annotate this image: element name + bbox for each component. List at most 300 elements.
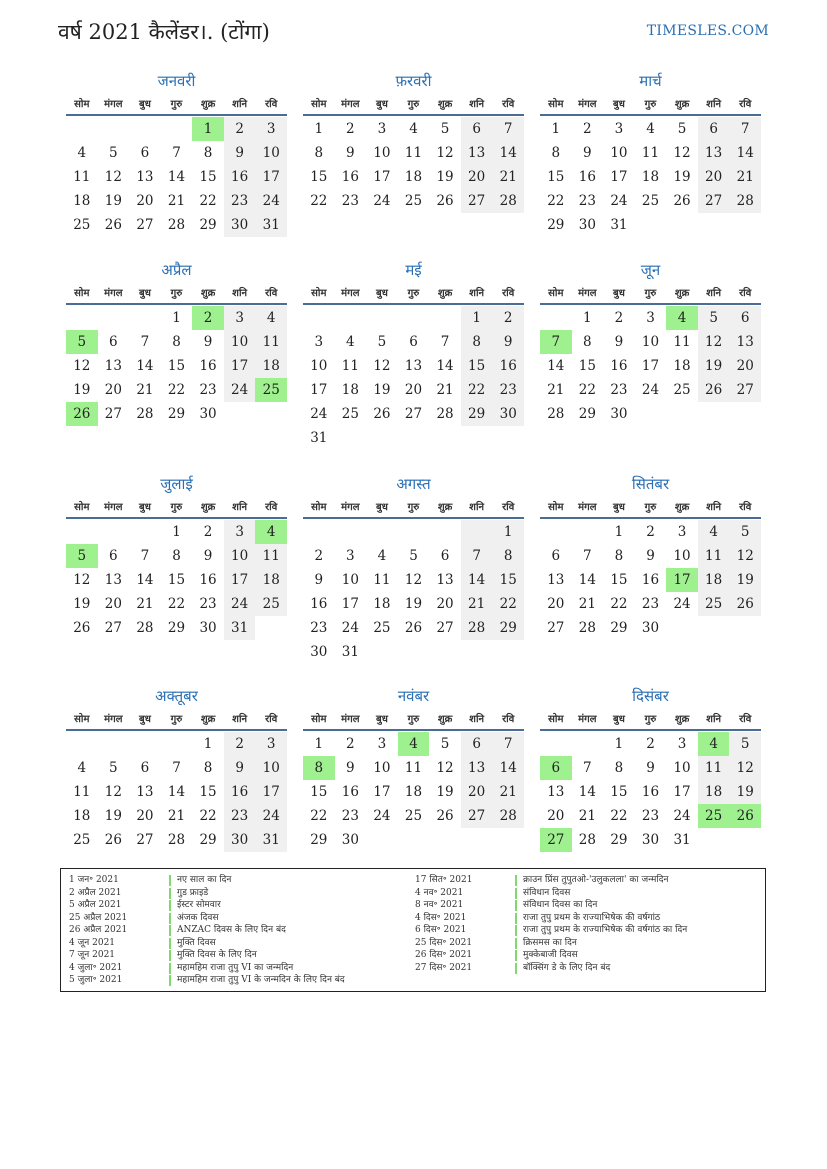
holiday-day-cell[interactable]: 26 [66, 402, 98, 426]
day-cell[interactable]: 24 [224, 592, 256, 616]
day-cell[interactable]: 14 [492, 756, 524, 780]
day-cell[interactable]: 11 [255, 330, 287, 354]
day-cell[interactable]: 3 [346, 548, 355, 564]
day-cell[interactable]: 23 [224, 189, 256, 213]
day-cell[interactable]: 6 [440, 548, 450, 564]
day-cell[interactable]: 18 [698, 780, 730, 804]
day-cell[interactable]: 5 [109, 145, 118, 161]
day-cell[interactable]: 1 [461, 306, 493, 330]
day-cell[interactable]: 30 [578, 217, 596, 233]
day-cell[interactable]: 12 [673, 145, 691, 161]
day-cell[interactable]: 23 [610, 382, 628, 398]
day-cell[interactable]: 5 [377, 334, 387, 350]
day-cell[interactable]: 29 [578, 406, 596, 422]
day-cell[interactable]: 5 [409, 548, 418, 564]
day-cell[interactable]: 18 [255, 354, 287, 378]
day-cell[interactable]: 30 [224, 828, 256, 852]
day-cell[interactable]: 18 [255, 568, 287, 592]
day-cell[interactable]: 6 [461, 117, 493, 141]
day-cell[interactable]: 18 [73, 193, 91, 209]
day-cell[interactable]: 7 [583, 760, 592, 776]
holiday-day-cell[interactable]: 17 [666, 568, 698, 592]
day-cell[interactable]: 30 [610, 406, 628, 422]
day-cell[interactable]: 12 [104, 784, 122, 800]
day-cell[interactable]: 31 [255, 828, 287, 852]
day-cell[interactable]: 2 [492, 306, 524, 330]
day-cell[interactable]: 23 [341, 808, 359, 824]
day-cell[interactable]: 15 [547, 169, 565, 185]
day-cell[interactable]: 28 [461, 616, 493, 640]
holiday-day-cell[interactable]: 6 [540, 756, 572, 780]
day-cell[interactable]: 5 [729, 520, 761, 544]
day-cell[interactable]: 27 [729, 378, 761, 402]
day-cell[interactable]: 10 [224, 544, 256, 568]
day-cell[interactable]: 29 [610, 832, 628, 848]
day-cell[interactable]: 22 [310, 808, 328, 824]
day-cell[interactable]: 28 [547, 406, 565, 422]
day-cell[interactable]: 6 [729, 306, 761, 330]
day-cell[interactable]: 3 [377, 121, 387, 137]
day-cell[interactable]: 16 [341, 169, 359, 185]
day-cell[interactable]: 22 [199, 808, 217, 824]
day-cell[interactable]: 12 [436, 145, 454, 161]
day-cell[interactable]: 29 [167, 620, 186, 636]
day-cell[interactable]: 17 [373, 169, 391, 185]
day-cell[interactable]: 17 [310, 382, 328, 398]
day-cell[interactable]: 21 [167, 808, 186, 824]
day-cell[interactable]: 7 [461, 544, 493, 568]
day-cell[interactable]: 13 [104, 358, 122, 374]
day-cell[interactable]: 8 [203, 760, 213, 776]
day-cell[interactable]: 19 [436, 169, 454, 185]
day-cell[interactable]: 10 [373, 145, 391, 161]
day-cell[interactable]: 24 [341, 620, 359, 636]
day-cell[interactable]: 16 [578, 169, 596, 185]
day-cell[interactable]: 26 [404, 620, 423, 636]
day-cell[interactable]: 20 [461, 780, 493, 804]
day-cell[interactable]: 10 [373, 760, 391, 776]
day-cell[interactable]: 23 [492, 378, 524, 402]
day-cell[interactable]: 4 [77, 760, 87, 776]
day-cell[interactable]: 17 [224, 568, 256, 592]
day-cell[interactable]: 24 [673, 596, 691, 612]
day-cell[interactable]: 9 [224, 756, 256, 780]
day-cell[interactable]: 2 [346, 121, 355, 137]
day-cell[interactable]: 2 [346, 736, 355, 752]
day-cell[interactable]: 29 [610, 620, 628, 636]
day-cell[interactable]: 10 [673, 548, 691, 564]
day-cell[interactable]: 9 [224, 141, 256, 165]
day-cell[interactable]: 26 [104, 217, 122, 233]
day-cell[interactable]: 23 [310, 620, 328, 636]
day-cell[interactable]: 8 [551, 145, 561, 161]
day-cell[interactable]: 26 [436, 808, 454, 824]
day-cell[interactable]: 6 [140, 760, 150, 776]
day-cell[interactable]: 28 [729, 189, 761, 213]
day-cell[interactable]: 16 [641, 572, 660, 588]
day-cell[interactable]: 15 [610, 784, 628, 800]
day-cell[interactable]: 2 [583, 121, 592, 137]
day-cell[interactable]: 8 [614, 548, 624, 564]
day-cell[interactable]: 4 [77, 145, 87, 161]
day-cell[interactable]: 19 [104, 193, 122, 209]
day-cell[interactable]: 27 [461, 189, 493, 213]
day-cell[interactable]: 18 [698, 568, 730, 592]
day-cell[interactable]: 20 [136, 808, 154, 824]
day-cell[interactable]: 7 [492, 732, 524, 756]
day-cell[interactable]: 24 [373, 808, 391, 824]
day-cell[interactable]: 28 [136, 406, 154, 422]
day-cell[interactable]: 24 [255, 804, 287, 828]
day-cell[interactable]: 24 [373, 193, 391, 209]
day-cell[interactable]: 24 [255, 189, 287, 213]
day-cell[interactable]: 11 [373, 572, 391, 588]
day-cell[interactable]: 24 [673, 808, 691, 824]
day-cell[interactable]: 21 [492, 780, 524, 804]
day-cell[interactable]: 17 [373, 784, 391, 800]
day-cell[interactable]: 11 [698, 756, 730, 780]
day-cell[interactable]: 29 [547, 217, 565, 233]
day-cell[interactable]: 12 [104, 169, 122, 185]
day-cell[interactable]: 1 [614, 524, 624, 540]
day-cell[interactable]: 18 [404, 784, 423, 800]
day-cell[interactable]: 28 [167, 832, 186, 848]
day-cell[interactable]: 27 [547, 620, 565, 636]
day-cell[interactable]: 1 [172, 524, 181, 540]
holiday-day-cell[interactable]: 7 [540, 330, 572, 354]
day-cell[interactable]: 25 [673, 382, 691, 398]
day-cell[interactable]: 9 [583, 145, 592, 161]
day-cell[interactable]: 1 [614, 736, 624, 752]
day-cell[interactable]: 9 [346, 145, 355, 161]
day-cell[interactable]: 23 [224, 804, 256, 828]
day-cell[interactable]: 8 [203, 145, 213, 161]
day-cell[interactable]: 20 [461, 165, 493, 189]
day-cell[interactable]: 13 [104, 572, 122, 588]
day-cell[interactable]: 11 [73, 784, 91, 800]
day-cell[interactable]: 8 [583, 334, 592, 350]
day-cell[interactable]: 15 [461, 354, 493, 378]
day-cell[interactable]: 14 [578, 572, 596, 588]
day-cell[interactable]: 24 [641, 382, 660, 398]
day-cell[interactable]: 9 [203, 548, 213, 564]
day-cell[interactable]: 2 [203, 524, 213, 540]
day-cell[interactable]: 30 [492, 402, 524, 426]
day-cell[interactable]: 26 [73, 620, 91, 636]
day-cell[interactable]: 21 [436, 382, 454, 398]
day-cell[interactable]: 16 [341, 784, 359, 800]
holiday-day-cell[interactable]: 26 [729, 804, 761, 828]
day-cell[interactable]: 2 [646, 524, 655, 540]
day-cell[interactable]: 8 [172, 334, 181, 350]
day-cell[interactable]: 20 [547, 596, 565, 612]
day-cell[interactable]: 26 [698, 378, 730, 402]
day-cell[interactable]: 3 [377, 736, 387, 752]
day-cell[interactable]: 9 [492, 330, 524, 354]
day-cell[interactable]: 31 [341, 644, 359, 660]
holiday-day-cell[interactable]: 5 [66, 330, 98, 354]
day-cell[interactable]: 15 [199, 784, 217, 800]
day-cell[interactable]: 10 [610, 145, 628, 161]
holiday-day-cell[interactable]: 1 [192, 117, 224, 141]
day-cell[interactable]: 26 [729, 592, 761, 616]
day-cell[interactable]: 28 [492, 189, 524, 213]
day-cell[interactable]: 24 [224, 378, 256, 402]
day-cell[interactable]: 21 [136, 596, 154, 612]
day-cell[interactable]: 14 [547, 358, 565, 374]
day-cell[interactable]: 25 [255, 592, 287, 616]
day-cell[interactable]: 23 [578, 193, 596, 209]
day-cell[interactable]: 20 [698, 165, 730, 189]
day-cell[interactable]: 7 [492, 117, 524, 141]
holiday-day-cell[interactable]: 25 [698, 804, 730, 828]
day-cell[interactable]: 21 [461, 592, 493, 616]
day-cell[interactable]: 15 [610, 572, 628, 588]
day-cell[interactable]: 18 [673, 358, 691, 374]
day-cell[interactable]: 23 [641, 596, 660, 612]
day-cell[interactable]: 25 [73, 217, 91, 233]
day-cell[interactable]: 11 [404, 145, 423, 161]
day-cell[interactable]: 19 [73, 596, 91, 612]
day-cell[interactable]: 15 [310, 784, 328, 800]
day-cell[interactable]: 30 [310, 644, 328, 660]
day-cell[interactable]: 25 [73, 832, 91, 848]
day-cell[interactable]: 1 [203, 736, 213, 752]
day-cell[interactable]: 22 [461, 378, 493, 402]
day-cell[interactable]: 7 [140, 548, 150, 564]
day-cell[interactable]: 26 [436, 193, 454, 209]
day-cell[interactable]: 7 [583, 548, 592, 564]
day-cell[interactable]: 17 [255, 780, 287, 804]
day-cell[interactable]: 27 [104, 620, 122, 636]
day-cell[interactable]: 6 [698, 117, 730, 141]
day-cell[interactable]: 12 [698, 330, 730, 354]
day-cell[interactable]: 24 [610, 193, 628, 209]
day-cell[interactable]: 26 [373, 406, 391, 422]
day-cell[interactable]: 13 [404, 358, 423, 374]
day-cell[interactable]: 11 [641, 145, 660, 161]
day-cell[interactable]: 24 [310, 406, 328, 422]
day-cell[interactable]: 12 [73, 358, 91, 374]
day-cell[interactable]: 20 [729, 354, 761, 378]
day-cell[interactable]: 27 [104, 406, 122, 422]
day-cell[interactable]: 3 [677, 524, 687, 540]
day-cell[interactable]: 28 [167, 217, 186, 233]
day-cell[interactable]: 9 [646, 548, 655, 564]
day-cell[interactable]: 15 [199, 169, 217, 185]
day-cell[interactable]: 20 [547, 808, 565, 824]
day-cell[interactable]: 30 [641, 620, 660, 636]
day-cell[interactable]: 3 [224, 306, 256, 330]
day-cell[interactable]: 8 [172, 548, 181, 564]
day-cell[interactable]: 13 [461, 141, 493, 165]
day-cell[interactable]: 14 [136, 572, 154, 588]
day-cell[interactable]: 9 [203, 334, 213, 350]
day-cell[interactable]: 14 [167, 169, 186, 185]
holiday-day-cell[interactable]: 25 [255, 378, 287, 402]
day-cell[interactable]: 17 [673, 784, 691, 800]
day-cell[interactable]: 9 [614, 334, 624, 350]
day-cell[interactable]: 17 [641, 358, 660, 374]
day-cell[interactable]: 22 [167, 596, 186, 612]
day-cell[interactable]: 6 [109, 548, 118, 564]
day-cell[interactable]: 3 [224, 520, 256, 544]
day-cell[interactable]: 13 [547, 572, 565, 588]
day-cell[interactable]: 16 [199, 358, 217, 374]
day-cell[interactable]: 10 [255, 756, 287, 780]
day-cell[interactable]: 23 [641, 808, 660, 824]
day-cell[interactable]: 8 [492, 544, 524, 568]
day-cell[interactable]: 27 [436, 620, 454, 636]
day-cell[interactable]: 3 [614, 121, 624, 137]
day-cell[interactable]: 19 [698, 354, 730, 378]
day-cell[interactable]: 14 [729, 141, 761, 165]
day-cell[interactable]: 15 [578, 358, 596, 374]
day-cell[interactable]: 16 [310, 596, 328, 612]
day-cell[interactable]: 26 [104, 832, 122, 848]
day-cell[interactable]: 21 [578, 596, 596, 612]
day-cell[interactable]: 10 [224, 330, 256, 354]
day-cell[interactable]: 12 [436, 760, 454, 776]
day-cell[interactable]: 13 [136, 784, 154, 800]
day-cell[interactable]: 30 [224, 213, 256, 237]
holiday-day-cell[interactable]: 8 [303, 756, 335, 780]
day-cell[interactable]: 21 [729, 165, 761, 189]
day-cell[interactable]: 16 [610, 358, 628, 374]
holiday-day-cell[interactable]: 2 [192, 306, 224, 330]
day-cell[interactable]: 27 [136, 832, 154, 848]
day-cell[interactable]: 21 [578, 808, 596, 824]
day-cell[interactable]: 14 [578, 784, 596, 800]
day-cell[interactable]: 20 [136, 193, 154, 209]
day-cell[interactable]: 4 [409, 121, 418, 137]
day-cell[interactable]: 1 [492, 520, 524, 544]
day-cell[interactable]: 31 [255, 213, 287, 237]
day-cell[interactable]: 30 [641, 832, 660, 848]
day-cell[interactable]: 29 [199, 217, 217, 233]
day-cell[interactable]: 11 [673, 334, 691, 350]
day-cell[interactable]: 11 [404, 760, 423, 776]
day-cell[interactable]: 10 [673, 760, 691, 776]
day-cell[interactable]: 29 [199, 832, 217, 848]
day-cell[interactable]: 3 [314, 334, 324, 350]
day-cell[interactable]: 27 [136, 217, 154, 233]
day-cell[interactable]: 27 [461, 804, 493, 828]
day-cell[interactable]: 5 [729, 732, 761, 756]
day-cell[interactable]: 7 [172, 760, 181, 776]
day-cell[interactable]: 10 [641, 334, 660, 350]
day-cell[interactable]: 29 [167, 406, 186, 422]
day-cell[interactable]: 7 [729, 117, 761, 141]
day-cell[interactable]: 20 [104, 382, 122, 398]
day-cell[interactable]: 14 [436, 358, 454, 374]
day-cell[interactable]: 28 [578, 832, 596, 848]
day-cell[interactable]: 13 [729, 330, 761, 354]
day-cell[interactable]: 19 [729, 780, 761, 804]
day-cell[interactable]: 7 [140, 334, 150, 350]
day-cell[interactable]: 30 [199, 620, 217, 636]
day-cell[interactable]: 20 [104, 596, 122, 612]
day-cell[interactable]: 25 [404, 193, 423, 209]
day-cell[interactable]: 8 [314, 145, 324, 161]
day-cell[interactable]: 3 [677, 736, 687, 752]
day-cell[interactable]: 17 [255, 165, 287, 189]
day-cell[interactable]: 21 [547, 382, 565, 398]
holiday-day-cell[interactable]: 4 [398, 732, 430, 756]
day-cell[interactable]: 15 [310, 169, 328, 185]
day-cell[interactable]: 16 [641, 784, 660, 800]
day-cell[interactable]: 13 [698, 141, 730, 165]
day-cell[interactable]: 19 [373, 382, 391, 398]
holiday-day-cell[interactable]: 4 [255, 520, 287, 544]
day-cell[interactable]: 27 [698, 189, 730, 213]
day-cell[interactable]: 30 [199, 406, 217, 422]
day-cell[interactable]: 13 [461, 756, 493, 780]
day-cell[interactable]: 14 [492, 141, 524, 165]
day-cell[interactable]: 19 [436, 784, 454, 800]
day-cell[interactable]: 17 [341, 596, 359, 612]
day-cell[interactable]: 23 [199, 596, 217, 612]
day-cell[interactable]: 15 [167, 572, 186, 588]
day-cell[interactable]: 12 [729, 756, 761, 780]
day-cell[interactable]: 8 [614, 760, 624, 776]
day-cell[interactable]: 4 [346, 334, 355, 350]
day-cell[interactable]: 5 [440, 121, 450, 137]
day-cell[interactable]: 18 [404, 169, 423, 185]
day-cell[interactable]: 25 [404, 808, 423, 824]
day-cell[interactable]: 6 [140, 145, 150, 161]
day-cell[interactable]: 14 [167, 784, 186, 800]
day-cell[interactable]: 30 [341, 832, 359, 848]
day-cell[interactable]: 25 [373, 620, 391, 636]
day-cell[interactable]: 28 [492, 804, 524, 828]
day-cell[interactable]: 20 [436, 596, 454, 612]
day-cell[interactable]: 6 [461, 732, 493, 756]
day-cell[interactable]: 11 [341, 358, 359, 374]
day-cell[interactable]: 19 [104, 808, 122, 824]
day-cell[interactable]: 28 [578, 620, 596, 636]
day-cell[interactable]: 17 [224, 354, 256, 378]
day-cell[interactable]: 12 [373, 358, 391, 374]
day-cell[interactable]: 16 [492, 354, 524, 378]
day-cell[interactable]: 4 [646, 121, 655, 137]
day-cell[interactable]: 21 [167, 193, 186, 209]
day-cell[interactable]: 23 [199, 382, 217, 398]
day-cell[interactable]: 9 [346, 760, 355, 776]
day-cell[interactable]: 14 [136, 358, 154, 374]
day-cell[interactable]: 17 [610, 169, 628, 185]
day-cell[interactable]: 22 [310, 193, 328, 209]
day-cell[interactable]: 7 [440, 334, 450, 350]
day-cell[interactable]: 5 [698, 306, 730, 330]
holiday-day-cell[interactable]: 27 [540, 828, 572, 852]
day-cell[interactable]: 21 [136, 382, 154, 398]
day-cell[interactable]: 16 [199, 572, 217, 588]
day-cell[interactable]: 27 [404, 406, 423, 422]
day-cell[interactable]: 12 [73, 572, 91, 588]
day-cell[interactable]: 19 [673, 169, 691, 185]
holiday-day-cell[interactable]: 5 [66, 544, 98, 568]
day-cell[interactable]: 6 [551, 548, 561, 564]
day-cell[interactable]: 9 [646, 760, 655, 776]
day-cell[interactable]: 4 [377, 548, 387, 564]
holiday-day-cell[interactable]: 4 [698, 732, 730, 756]
day-cell[interactable]: 31 [610, 217, 628, 233]
day-cell[interactable]: 5 [440, 736, 450, 752]
day-cell[interactable]: 11 [698, 544, 730, 568]
day-cell[interactable]: 2 [224, 117, 256, 141]
day-cell[interactable]: 2 [614, 310, 624, 326]
